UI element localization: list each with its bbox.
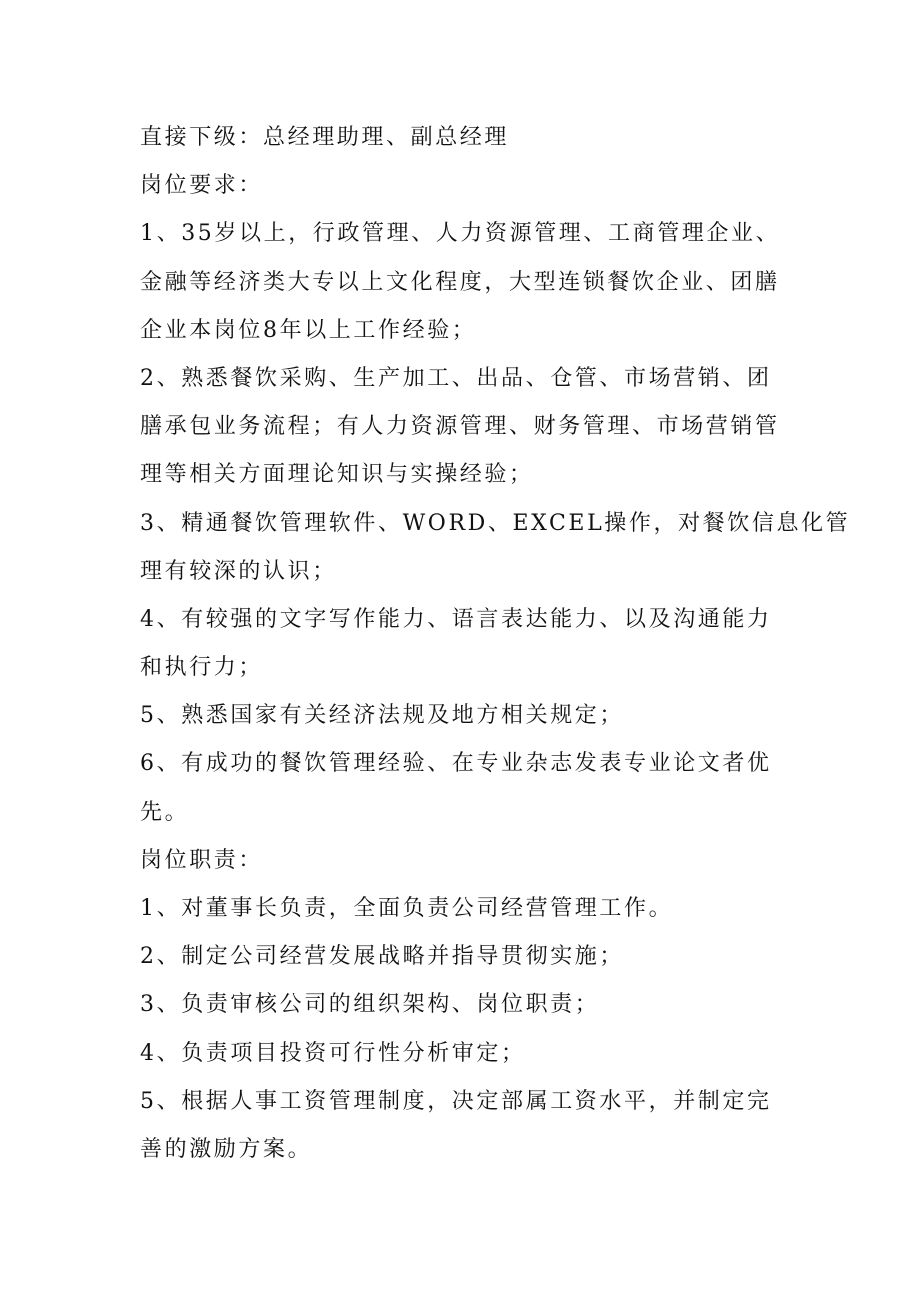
text-line: 2、熟悉餐饮采购、生产加工、出品、仓管、市场营销、团 (140, 365, 772, 391)
text-line: 5、根据人事工资管理制度，决定部属工资水平，并制定完 (140, 1088, 772, 1114)
text-line: 1、对董事长负责，全面负责公司经营管理工作。 (140, 896, 674, 921)
document-body (140, 114, 851, 1174)
text-line: 和执行力； (140, 655, 264, 681)
text-line: 3、精通餐饮管理软件、WORD、EXCEL操作，对餐饮信息化管 (140, 510, 851, 536)
text-line: 金融等经济类大专以上文化程度，大型连锁餐饮企业、团膳 (140, 269, 780, 295)
section-heading-requirements: 岗位要求： (140, 173, 264, 199)
text-line: 6、有成功的餐饮管理经验、在专业杂志发表专业论文者优 (140, 751, 772, 777)
text-line: 直接下级：总经理助理、副总经理 (140, 125, 510, 150)
text-line: 5、熟悉国家有关经济法规及地方相关规定； (140, 703, 624, 729)
text-line: 3、负责审核公司的组织架构、岗位职责； (140, 992, 600, 1018)
text-line: 企业本岗位8年以上工作经验； (140, 317, 477, 343)
text-line: 理有较深的认识； (140, 558, 337, 584)
text-line: 善的激励方案。 (140, 1136, 313, 1162)
section-heading-duties: 岗位职责： (140, 847, 264, 873)
text-line: 理等相关方面理论知识与实操经验； (140, 462, 534, 488)
text-line: 4、负责项目投资可行性分析审定； (140, 1040, 526, 1066)
text-line: 4、有较强的文字写作能力、语言表达能力、以及沟通能力 (140, 606, 772, 632)
text-line: 膳承包业务流程；有人力资源管理、财务管理、市场营销管 (140, 414, 780, 440)
text-line: 1、35岁以上，行政管理、人力资源管理、工商管理企业、 (140, 221, 781, 247)
text-line: 2、制定公司经营发展战略并指导贯彻实施； (140, 944, 624, 970)
text-line: 先。 (140, 799, 190, 825)
